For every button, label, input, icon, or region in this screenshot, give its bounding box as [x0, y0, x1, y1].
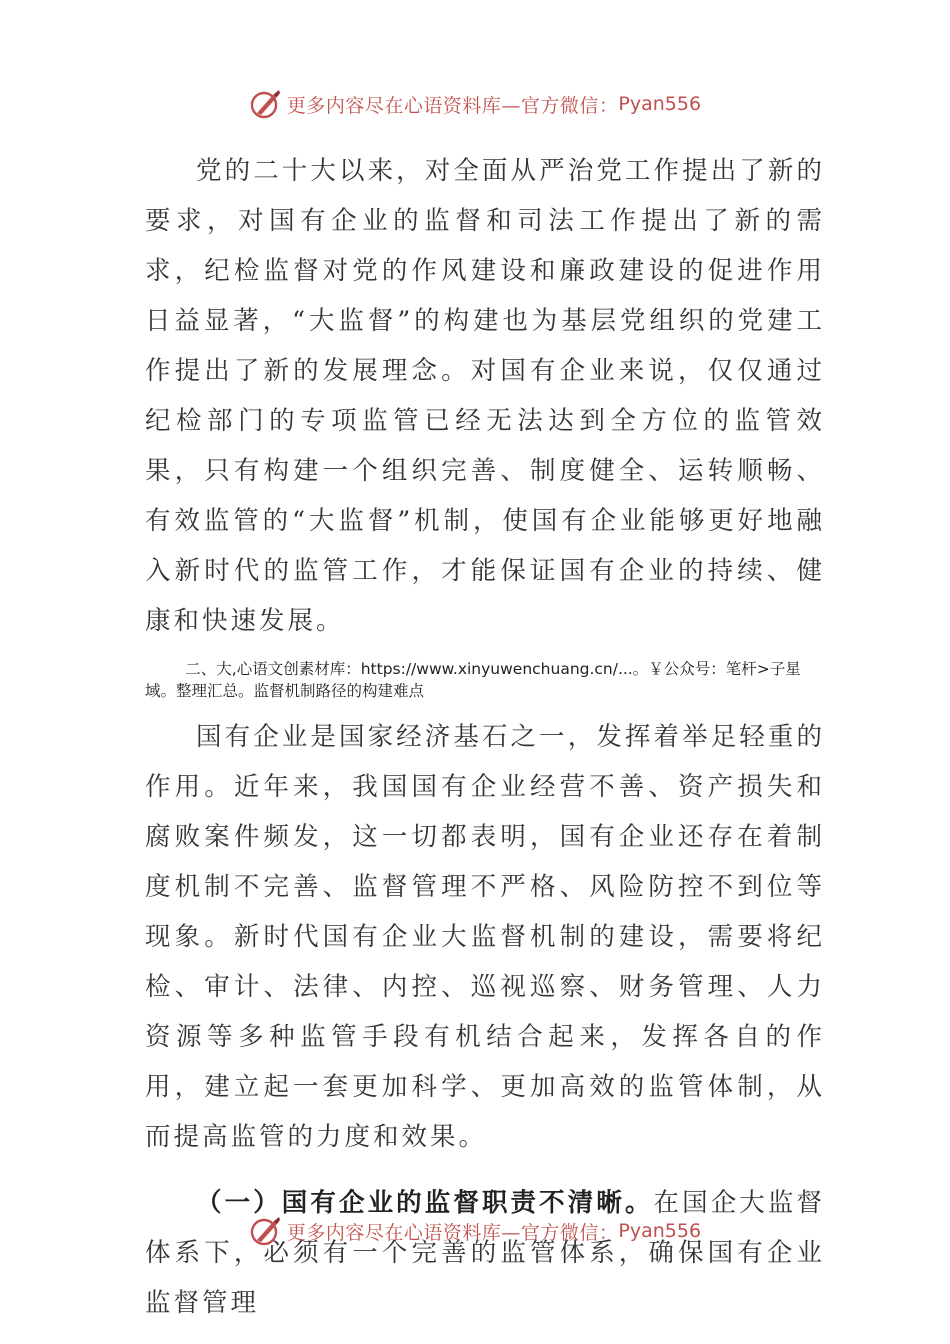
document-body [145, 140, 825, 1328]
banner-text: 更多内容尽在心语资料库—官方微信： [286, 1221, 619, 1244]
header-banner [0, 84, 950, 124]
banner-wechat-id: Pyan556 [618, 93, 702, 115]
paragraph-soe: 国有企业是国家经济基石之一，发挥着举足轻重的作用。近年来，我国国有企业经营不善、资产损失和腐败案件频发，这一切都表明，国有企业还存在着制度机制不完善、监督管理不严格、风险防控不到位等现象。新时代国有企业大监督机制的建设，需要将纪检、审计、法律、内控、巡视巡察、财务管理、人力资源等多种监管手段有机结合起来，发挥各自的作用，建立起一套更加科学、更加高效的监管体制，从而提高监管的力度和效果。 [145, 722, 825, 1152]
banner-wechat-id: Pyan556 [618, 1220, 702, 1242]
footer-banner [0, 1211, 950, 1251]
section-one-body: 在国企大监督体系下，必须有一个完善的监管体系，确保国有企业监督管理 [145, 1188, 825, 1318]
pen-logo-icon [249, 1214, 283, 1248]
banner-text: 更多内容尽在心语资料库—官方微信： [286, 94, 619, 117]
section-one-lead: （一）国有企业的监督职责不清晰。 [196, 1188, 654, 1218]
paragraph-intro: 党的二十大以来，对全面从严治党工作提出了新的要求，对国有企业的监督和司法工作提出了新的需求，纪检监督对党的作风建设和廉政建设的促进作用日益显著，“大监督”的构建也为基层党组织的党建工作提出了新的发展理念。对国有企业来说，仅仅通过纪检部门的专项监管已经无法达到全方位的监管效果，只有构建一个组织完善、制度健全、运转顺畅、有效监管的“大监督”机制，使国有企业能够更好地融入新时代的监管工作，才能保证国有企业的持续、健康和快速发展。 [145, 156, 825, 636]
pen-logo-icon [249, 87, 283, 121]
section-heading-note: 二、大,心语文创素材库：https://www.xinyuwenchuang.cn/...。￥公众号：笔杆>子星域。整理汇总。监督机制路径的构建难点 [145, 660, 801, 700]
paragraph-section-one [145, 1178, 825, 1328]
